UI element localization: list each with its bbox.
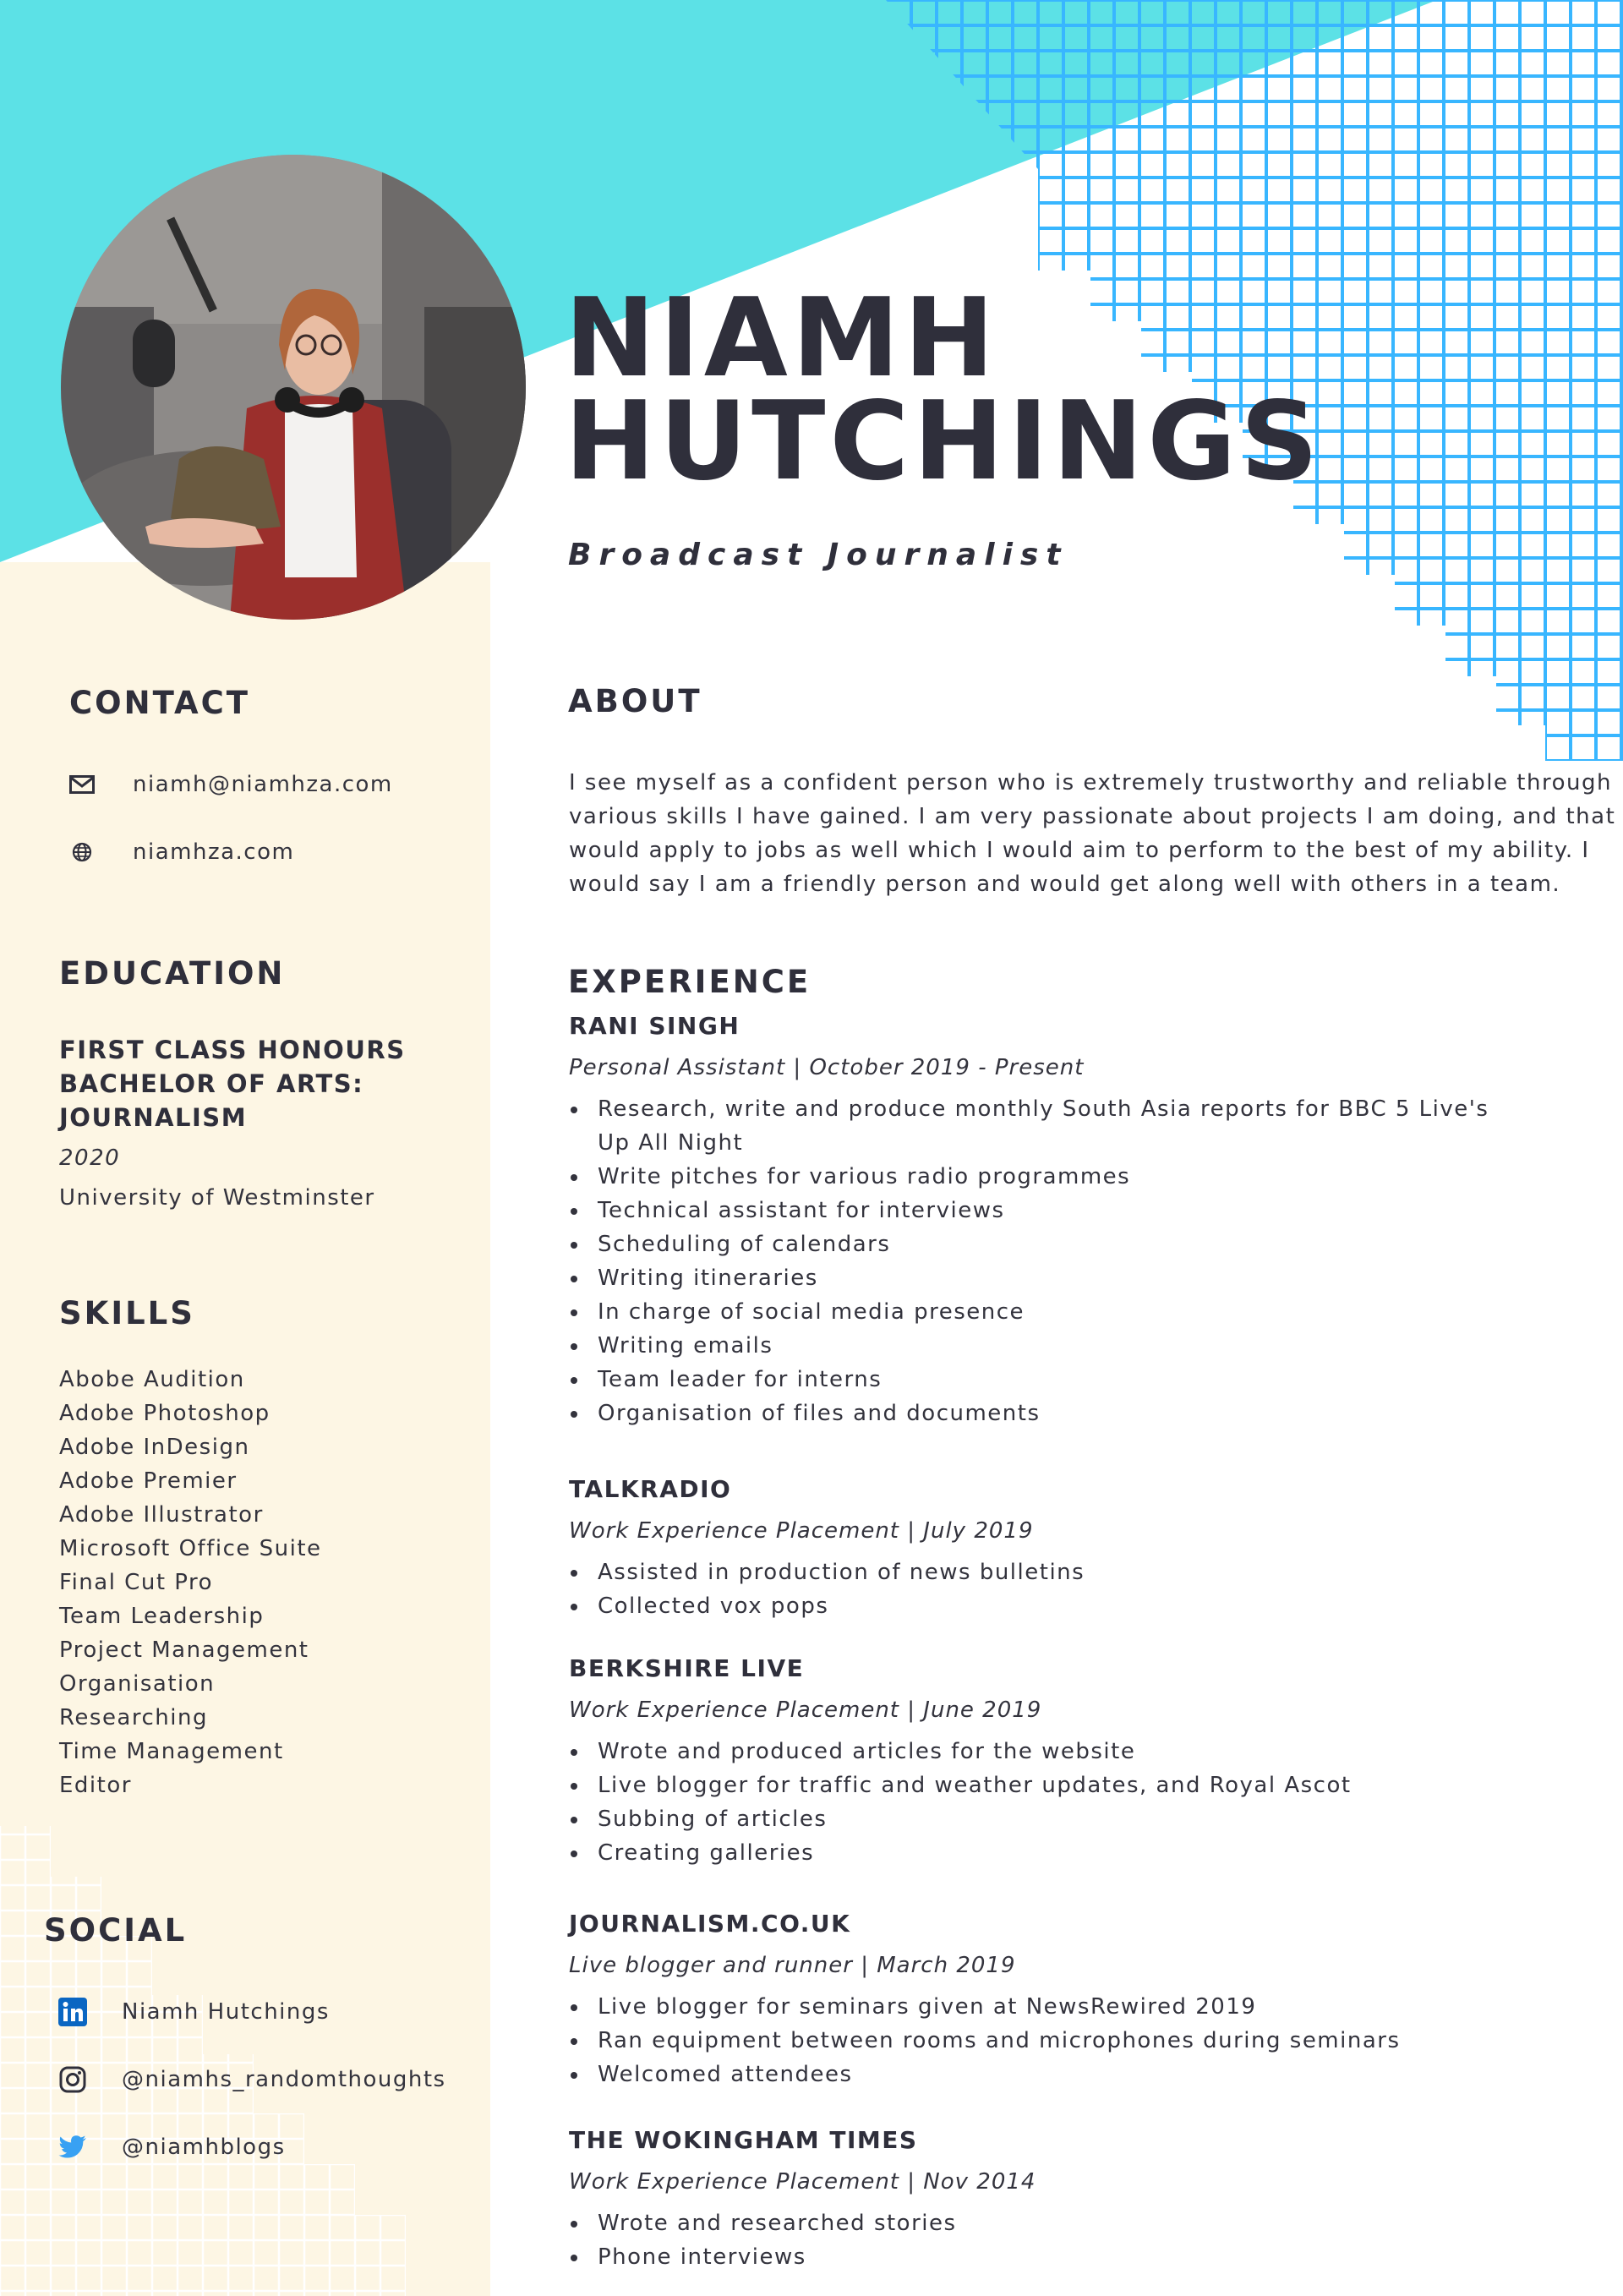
job-bullet: Organisation of files and documents [569,1397,1524,1430]
name-last: HUTCHINGS [565,379,1323,505]
contact-email[interactable] [65,768,393,801]
job-bullet: Assisted in production of news bulletins [569,1555,1524,1589]
skill-item: Adobe Premier [59,1468,238,1494]
contact-website[interactable] [65,835,393,869]
job-bullet: Writing emails [569,1329,1524,1363]
about-heading: ABOUT [568,683,702,719]
skill-item: Editor [59,1773,132,1798]
education-year: 2020 [59,1145,121,1171]
education-heading: EDUCATION [59,955,286,992]
job-meta: Live blogger and runner | March 2019 [569,1953,1016,1978]
job-bullet: Subbing of articles [569,1802,1524,1836]
job-meta: Work Experience Placement | July 2019 [569,1518,1034,1544]
about-line: would apply to jobs as well which I would aim to perform to the best of my ability. I [569,838,1590,863]
job-bullet: Ran equipment between rooms and microphones during seminars [569,2024,1524,2058]
social-instagram-text[interactable]: @niamhs_randomthoughts [122,2067,446,2092]
skill-item: Researching [59,1705,208,1730]
job-bullets [569,1555,1524,1623]
social-heading: SOCIAL [44,1912,188,1949]
employer-name: TALKRADIO [569,1475,732,1503]
job-meta: Work Experience Placement | Nov 2014 [569,2169,1036,2195]
skill-item: Abobe Audition [59,1367,245,1392]
job-bullet: Creating galleries [569,1836,1524,1870]
skill-item: Adobe Illustrator [59,1502,264,1528]
envelope-icon [65,768,99,801]
about-line: I see myself as a confident person who is extremely trustworthy and reliable through [569,770,1612,795]
job-bullet: Live blogger for seminars given at NewsRewired 2019 [569,1990,1524,2024]
skill-item: Final Cut Pro [59,1570,214,1595]
job-bullet: Writing itineraries [569,1261,1524,1295]
employer-name: JOURNALISM.CO.UK [569,1910,851,1938]
degree-line: JOURNALISM [59,1103,248,1132]
job-bullet: In charge of social media presence [569,1295,1524,1329]
globe-icon [65,835,99,869]
skill-item: Organisation [59,1671,216,1697]
contact-website-text[interactable]: niamhza.com [133,839,295,865]
contact-list [65,768,393,869]
skill-item: Adobe Photoshop [59,1401,270,1426]
job-bullet: Wrote and produced articles for the website [569,1735,1524,1768]
linkedin-icon [56,1995,90,2029]
job-bullet: Write pitches for various radio programmes [569,1160,1524,1194]
degree-line: FIRST CLASS HONOURS [59,1036,406,1064]
experience-entry-wokingham-times [569,2126,1524,2274]
experience-heading: EXPERIENCE [568,964,812,1000]
contact-email-text[interactable]: niamh@niamhza.com [133,772,393,797]
experience-entry-rani-singh [569,1012,1524,1430]
job-meta: Personal Assistant | October 2019 - Present [569,1055,1085,1080]
job-bullets [569,1990,1524,2091]
job-bullets [569,2206,1524,2274]
social-twitter-text[interactable]: @niamhblogs [122,2135,286,2160]
degree-line: BACHELOR OF ARTS: [59,1069,364,1098]
about-line: various skills I have gained. I am very passionate about projects I am doing, and that [569,804,1616,829]
skill-item: Time Management [59,1739,284,1764]
social-list [56,1993,446,2166]
job-meta: Work Experience Placement | June 2019 [569,1697,1042,1723]
job-bullet: Welcomed attendees [569,2058,1524,2091]
job-bullet: Collected vox pops [569,1589,1524,1623]
skills-heading: SKILLS [59,1295,195,1331]
job-bullet: Wrote and researched stories [569,2206,1524,2240]
education-entry [59,1033,406,1215]
skill-item: Microsoft Office Suite [59,1536,322,1561]
job-bullet: Research, write and produce monthly South Asia reports for BBC 5 Live's Up All Night [569,1092,1524,1160]
job-bullet: Live blogger for traffic and weather updates, and Royal Ascot [569,1768,1524,1802]
social-instagram[interactable] [56,2061,446,2098]
education-institution: University of Westminster [59,1185,375,1211]
job-bullets [569,1735,1524,1870]
social-linkedin[interactable] [56,1993,446,2031]
skill-item: Adobe InDesign [59,1435,250,1460]
employer-name: THE WOKINGHAM TIMES [569,2126,918,2154]
job-bullet: Technical assistant for interviews [569,1194,1524,1227]
contact-heading: CONTACT [69,685,250,721]
about-line: would say I am a friendly person and would get along well with others in a team. [569,872,1561,897]
employer-name: BERKSHIRE LIVE [569,1654,805,1682]
name-first: NIAMH [565,276,999,402]
experience-entry-talkradio [569,1475,1524,1623]
social-twitter[interactable] [56,2129,446,2166]
job-title-subtitle: Broadcast Journalist [568,538,1068,572]
profile-photo [61,155,526,620]
about-text [569,766,1616,901]
job-bullet: Team leader for interns [569,1363,1524,1397]
twitter-icon [56,2130,90,2164]
job-bullets [569,1092,1524,1430]
job-bullet: Scheduling of calendars [569,1227,1524,1261]
skill-item: Team Leadership [59,1604,265,1629]
skills-list [59,1363,322,1802]
social-linkedin-text[interactable]: Niamh Hutchings [122,1999,330,2025]
job-bullet: Phone interviews [569,2240,1524,2274]
skill-item: Project Management [59,1637,309,1663]
employer-name: RANI SINGH [569,1012,740,1040]
instagram-icon [56,2063,90,2096]
experience-entry-journalism-co-uk [569,1910,1524,2091]
experience-entry-berkshire-live [569,1654,1524,1870]
